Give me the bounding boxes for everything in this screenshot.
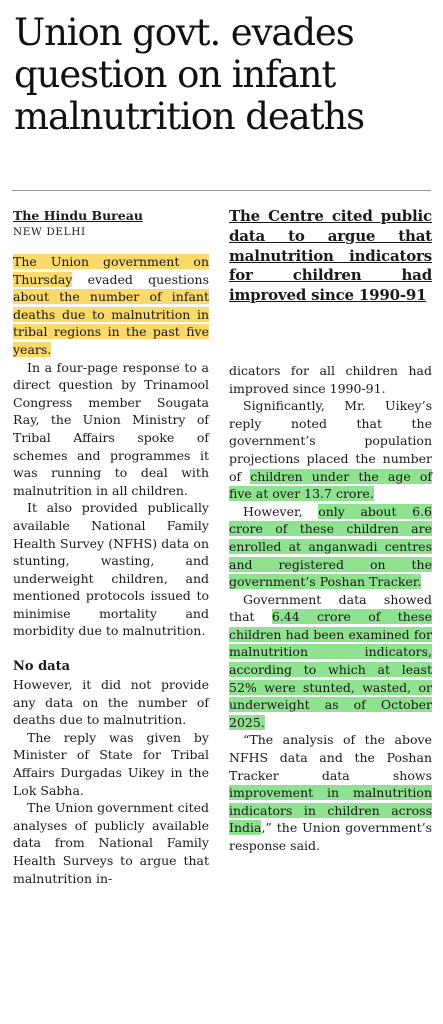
right-p4-end: ,” the Union government’s response said. bbox=[229, 820, 432, 854]
right-p3-plain: Government data showed that bbox=[229, 591, 432, 625]
lead-highlight-2: about the number of infant deaths due to malnutrition in tribal regions in the past five years. bbox=[13, 289, 209, 357]
dateline: NEW DELHI bbox=[13, 226, 86, 238]
body-paragraph-2: It also provided publically available National Family Health Survey (NFHS) data on stunting, wasting, and underweight children, and mentioned protocols issued to minimise mortality and morbidity due to malnutrition. bbox=[13, 500, 209, 639]
right-paragraph-3 bbox=[229, 591, 432, 732]
right-continuation: dicators for all children had improved since 1990-91. bbox=[229, 362, 432, 396]
body-paragraph-5: The Union government cited analyses of publicly available data from National Family Health Surveys to argue that malnutrition in- bbox=[13, 800, 209, 886]
lead-paragraph bbox=[13, 253, 209, 359]
right-p2-highlight: only about 6.6 crore of these children are enrolled at anganwadi centres and registered on the government’s Poshan Tracker. bbox=[229, 503, 432, 590]
body-paragraph-1: In a four-page response to a direct question by Trinamool Congress member Sougata Ray, the Union Ministry of Tribal Affairs spoke of schemes and programmes it was running to deal with malnutrition in all children. bbox=[13, 359, 209, 498]
pull-quote: The Centre cited public data to argue that malnutrition indicators for children had improved since 1990-91 bbox=[229, 207, 432, 305]
right-column bbox=[229, 207, 432, 855]
lead-highlight-1: The Union government on Thursday bbox=[13, 254, 209, 287]
byline: The Hindu Bureau bbox=[13, 208, 143, 223]
right-p4-highlight: improvement in malnutrition indicators in children across India bbox=[229, 785, 432, 836]
right-paragraph-1 bbox=[229, 397, 432, 503]
body-paragraph-4: The reply was given by Minister of State for Tribal Affairs Durgadas Uikey in the Lok Sabha. bbox=[13, 729, 209, 798]
lead-plain: evaded questions bbox=[72, 271, 209, 287]
subhead-no-data: No data bbox=[13, 659, 71, 675]
headline-rule bbox=[12, 190, 431, 191]
left-column bbox=[13, 207, 209, 887]
headline: Union govt. evades question on infant malnutrition deaths bbox=[14, 11, 365, 138]
right-p4-plain: “The analysis of the above NFHS data and the Poshan Tracker data shows bbox=[229, 732, 432, 783]
right-p2-plain: However, bbox=[243, 503, 319, 519]
body-paragraph-3: However, it did not provide any data on the number of deaths due to malnutrition. bbox=[13, 677, 209, 728]
right-paragraph-4 bbox=[229, 731, 432, 854]
right-p3-highlight: 6.44 crore of these children had been examined for malnutrition indicators, according to which at least 52% were stunted, wasted, or underweight as of October 2025. bbox=[229, 609, 432, 730]
right-p1-plain: Significantly, Mr. Uikey’s reply noted that the government’s population projections placed the number of bbox=[229, 398, 432, 484]
right-p1-highlight: children under the age of five at over 13.7 crore. bbox=[229, 468, 432, 502]
right-paragraph-2 bbox=[229, 503, 432, 591]
